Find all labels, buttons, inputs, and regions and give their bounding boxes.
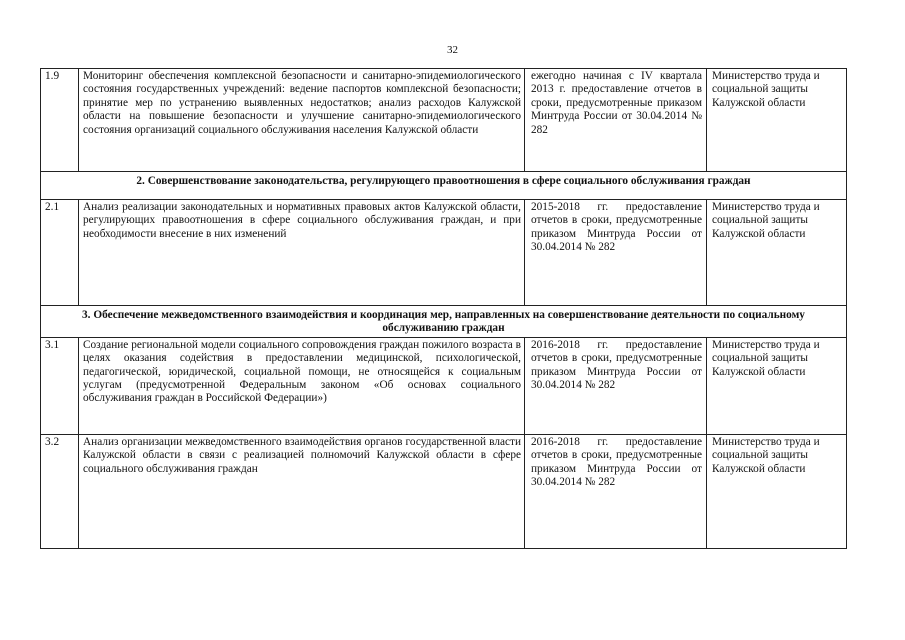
section-heading: 3. Обеспечение межведомственного взаимодействия и координация мер, направленных на совершенствование деятельности по социальному обслуживанию граждан xyxy=(41,306,847,338)
measure-term: ежегодно начиная с IV квартала 2013 г. предоставление отчетов в сроки, предусмотренные приказом Минтруда России от 30.04.2014 № 282 xyxy=(525,69,707,172)
section-heading: 2. Совершенствование законодательства, регулирующего правоотношения в сфере социального обслуживания граждан xyxy=(41,172,847,200)
table-row xyxy=(41,69,847,172)
table-row xyxy=(41,200,847,306)
row-number: 2.1 xyxy=(41,200,79,306)
measure-text: Анализ организации межведомственного взаимодействия органов государственной власти Калужской области в связи с реализацией полномочий Калужской области в сфере социального обслуживания граждан xyxy=(79,434,525,548)
measure-text: Создание региональной модели социального сопровождения граждан пожилого возраста в целях оказания содействия в предоставлении медицинской, психологической, педагогической, юридической, социальной помощи, не относящейся к социальным услугам (предусмотренной Федеральным законом «Об основах социального обслуживания граждан в Российской Федерации») xyxy=(79,337,525,434)
measure-responsible: Министерство труда и социальной защиты Калужской области xyxy=(707,200,847,306)
section-heading-row xyxy=(41,172,847,200)
row-number: 3.2 xyxy=(41,434,79,548)
page-number: 32 xyxy=(447,44,458,56)
table-row xyxy=(41,337,847,434)
row-number: 1.9 xyxy=(41,69,79,172)
measure-term: 2015-2018 гг. предоставление отчетов в сроки, предусмотренные приказом Минтруда России от 30.04.2014 № 282 xyxy=(525,200,707,306)
measure-responsible: Министерство труда и социальной защиты Калужской области xyxy=(707,337,847,434)
section-heading-row xyxy=(41,306,847,338)
measure-responsible: Министерство труда и социальной защиты Калужской области xyxy=(707,69,847,172)
measures-table xyxy=(40,68,847,549)
measure-term: 2016-2018 гг. предоставление отчетов в сроки, предусмотренные приказом Минтруда России от 30.04.2014 № 282 xyxy=(525,337,707,434)
row-number: 3.1 xyxy=(41,337,79,434)
measure-responsible: Министерство труда и социальной защиты Калужской области xyxy=(707,434,847,548)
measure-text: Мониторинг обеспечения комплексной безопасности и санитарно-эпидемиологического состояния государственных учреждений: ведение паспортов комплексной безопасности; принятие мер по устранению выявленных недостатков; анализ расходов Калужской области на повышение безопасности и улучшение санитарно-эпидемиологического состояния организаций социального обслуживания населения Калужской области xyxy=(79,69,525,172)
measure-text: Анализ реализации законодательных и нормативных правовых актов Калужской области, регулирующих правоотношения в сфере социального обслуживания граждан, и при необходимости внесение в них изменений xyxy=(79,200,525,306)
measure-term: 2016-2018 гг. предоставление отчетов в сроки, предусмотренные приказом Минтруда России от 30.04.2014 № 282 xyxy=(525,434,707,548)
table-row xyxy=(41,434,847,548)
